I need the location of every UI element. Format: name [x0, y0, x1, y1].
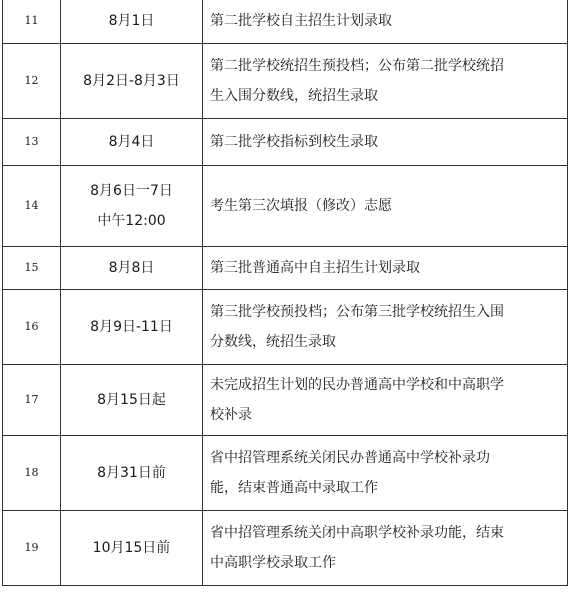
event-cell: [203, 0, 568, 44]
event-text: 校补录: [210, 407, 252, 423]
event-text: 能，结束普通高中录取工作: [210, 480, 378, 496]
table-row: [3, 436, 568, 511]
date-text: 中午12:00: [97, 213, 166, 229]
event-text: 第三批学校预投档；公布第三批学校统招生入围: [210, 304, 504, 320]
row-number: 11: [3, 0, 61, 44]
event-text: 分数线，统招生录取: [210, 334, 336, 350]
event-text: 未完成招生计划的民办普通高中学校和中高职学: [210, 377, 504, 393]
table-row: [3, 119, 568, 166]
table-row: [3, 0, 568, 44]
row-number: 16: [3, 290, 61, 365]
event-text: 考生第三次填报（修改）志愿: [210, 198, 392, 214]
event-cell: [203, 44, 568, 119]
table-row: [3, 365, 568, 436]
event-text: 第二批学校统招生预投档；公布第二批学校统招: [210, 58, 504, 74]
event-cell: [203, 247, 568, 290]
row-number: 19: [3, 511, 61, 586]
admission-schedule-table: [2, 0, 568, 586]
table-row: [3, 44, 568, 119]
table-row: [3, 511, 568, 586]
row-number: 15: [3, 247, 61, 290]
event-cell: [203, 436, 568, 511]
event-text: 生入围分数线，统招生录取: [210, 88, 378, 104]
event-cell: [203, 290, 568, 365]
date-text: 8月8日: [108, 260, 155, 276]
row-number: 13: [3, 119, 61, 166]
event-text: 中高职学校录取工作: [210, 555, 336, 571]
date-text: 8月4日: [108, 134, 155, 150]
date-cell: [61, 119, 203, 166]
table-row: [3, 247, 568, 290]
event-cell: [203, 119, 568, 166]
table-row: [3, 166, 568, 247]
event-text: 省中招管理系统关闭中高职学校补录功能，结束: [210, 525, 504, 541]
date-text: 8月31日前: [97, 465, 166, 481]
event-cell: [203, 365, 568, 436]
table-row: [3, 290, 568, 365]
date-text: 8月2日-8月3日: [83, 73, 180, 89]
date-cell: [61, 166, 203, 247]
date-cell: [61, 0, 203, 44]
date-cell: [61, 290, 203, 365]
row-number: 17: [3, 365, 61, 436]
date-cell: [61, 436, 203, 511]
event-text: 第三批普通高中自主招生计划录取: [210, 260, 420, 276]
row-number: 18: [3, 436, 61, 511]
date-cell: [61, 247, 203, 290]
row-number: 12: [3, 44, 61, 119]
date-text: 8月6日一7日: [90, 183, 173, 199]
date-cell: [61, 365, 203, 436]
date-text: 8月15日起: [97, 392, 166, 408]
row-number: 14: [3, 166, 61, 247]
date-cell: [61, 511, 203, 586]
date-text: 8月1日: [108, 13, 155, 29]
date-text: 8月9日-11日: [90, 319, 173, 335]
date-cell: [61, 44, 203, 119]
event-text: 第二批学校指标到校生录取: [210, 134, 378, 150]
event-cell: [203, 166, 568, 247]
event-text: 第二批学校自主招生计划录取: [210, 13, 392, 29]
event-cell: [203, 511, 568, 586]
event-text: 省中招管理系统关闭民办普通高中学校补录功: [210, 450, 490, 466]
date-text: 10月15日前: [92, 540, 171, 556]
